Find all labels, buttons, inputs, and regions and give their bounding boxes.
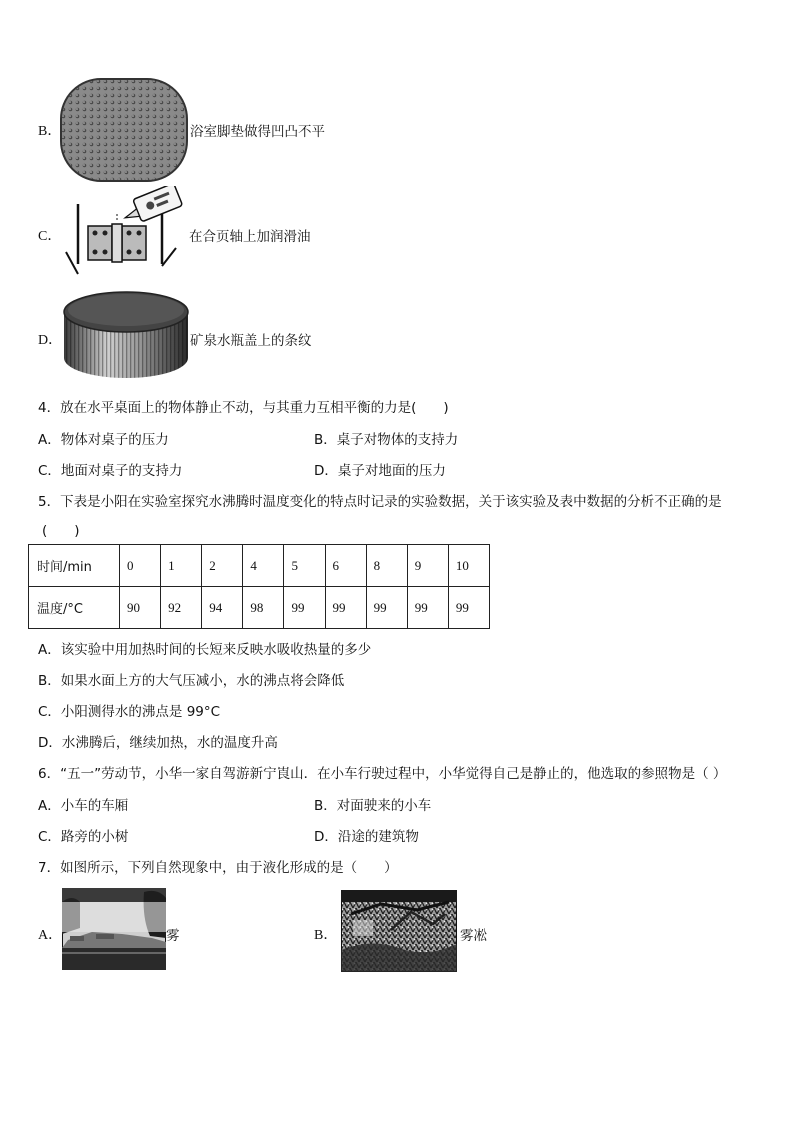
option-d: D．水沸腾后，继续加热，水的温度升高 <box>38 735 278 751</box>
table-cell: 99 <box>407 587 448 629</box>
row-header: 温度/°C <box>29 587 120 629</box>
option-c: C．路旁的小树 <box>38 829 129 845</box>
bottle-cap-image <box>62 286 190 382</box>
question-stem: 6．“五一”劳动节，小华一家自驾游新宁崀山．在小车行驶过程中，小华觉得自己是静止的，他选取的参照物是（ ） <box>38 766 727 782</box>
option-text: 矿泉水瓶盖上的条纹 <box>190 333 312 349</box>
option-a: A．小车的车厢 <box>38 798 129 814</box>
table-cell: 4 <box>243 545 284 587</box>
option-b: B．如果水面上方的大气压减小，水的沸点将会降低 <box>38 673 345 689</box>
table-cell: 99 <box>325 587 366 629</box>
option-b: B．桌子对物体的支持力 <box>314 432 459 448</box>
table-cell: 99 <box>284 587 325 629</box>
option-letter: B． <box>38 124 62 139</box>
table-cell: 1 <box>161 545 202 587</box>
option-text: 雾 <box>166 928 180 944</box>
table-cell: 99 <box>366 587 407 629</box>
option-a: A．该实验中用加热时间的长短来反映水吸收热量的多少 <box>38 642 372 658</box>
option-letter: A． <box>38 928 63 943</box>
option-a: A．物体对桌子的压力 <box>38 432 169 448</box>
option-letter: D． <box>38 333 63 348</box>
row-header: 时间/min <box>29 545 120 587</box>
option-letter: B． <box>314 928 338 943</box>
option-d: D．桌子对地面的压力 <box>314 463 446 479</box>
fog-photo <box>62 888 166 970</box>
table-cell: 8 <box>366 545 407 587</box>
option-c: C．地面对桌子的支持力 <box>38 463 183 479</box>
rime-photo <box>341 890 457 972</box>
hinge-oil-image <box>64 186 188 280</box>
table-cell: 9 <box>407 545 448 587</box>
option-letter: C． <box>38 229 62 244</box>
table-cell: 92 <box>161 587 202 629</box>
table-cell: 6 <box>325 545 366 587</box>
question-stem: 5．下表是小阳在实验室探究水沸腾时温度变化的特点时记录的实验数据，关于该实验及表中数据的分析不正确的是 <box>38 494 722 510</box>
option-d: D．沿途的建筑物 <box>314 829 419 845</box>
table-cell: 99 <box>448 587 489 629</box>
table-row <box>29 587 490 629</box>
table-cell: 0 <box>120 545 161 587</box>
option-text: 雾凇 <box>460 928 487 944</box>
option-text: 浴室脚垫做得凹凸不平 <box>190 124 325 140</box>
table-row <box>29 545 490 587</box>
table-cell: 5 <box>284 545 325 587</box>
table-cell: 10 <box>448 545 489 587</box>
option-b: B．对面驶来的小车 <box>314 798 432 814</box>
table-cell: 98 <box>243 587 284 629</box>
answer-blank: ( ) <box>42 523 80 539</box>
bath-mat-image <box>60 78 188 182</box>
option-text: 在合页轴上加润滑油 <box>189 229 311 245</box>
question-stem: 4．放在水平桌面上的物体静止不动，与其重力互相平衡的力是( ) <box>38 400 449 416</box>
question-stem: 7．如图所示，下列自然现象中，由于液化形成的是（ ） <box>38 860 398 876</box>
table-cell: 2 <box>202 545 243 587</box>
option-c: C．小阳测得水的沸点是 99°C <box>38 704 221 720</box>
data-table <box>28 544 490 629</box>
table-cell: 94 <box>202 587 243 629</box>
table-cell: 90 <box>120 587 161 629</box>
